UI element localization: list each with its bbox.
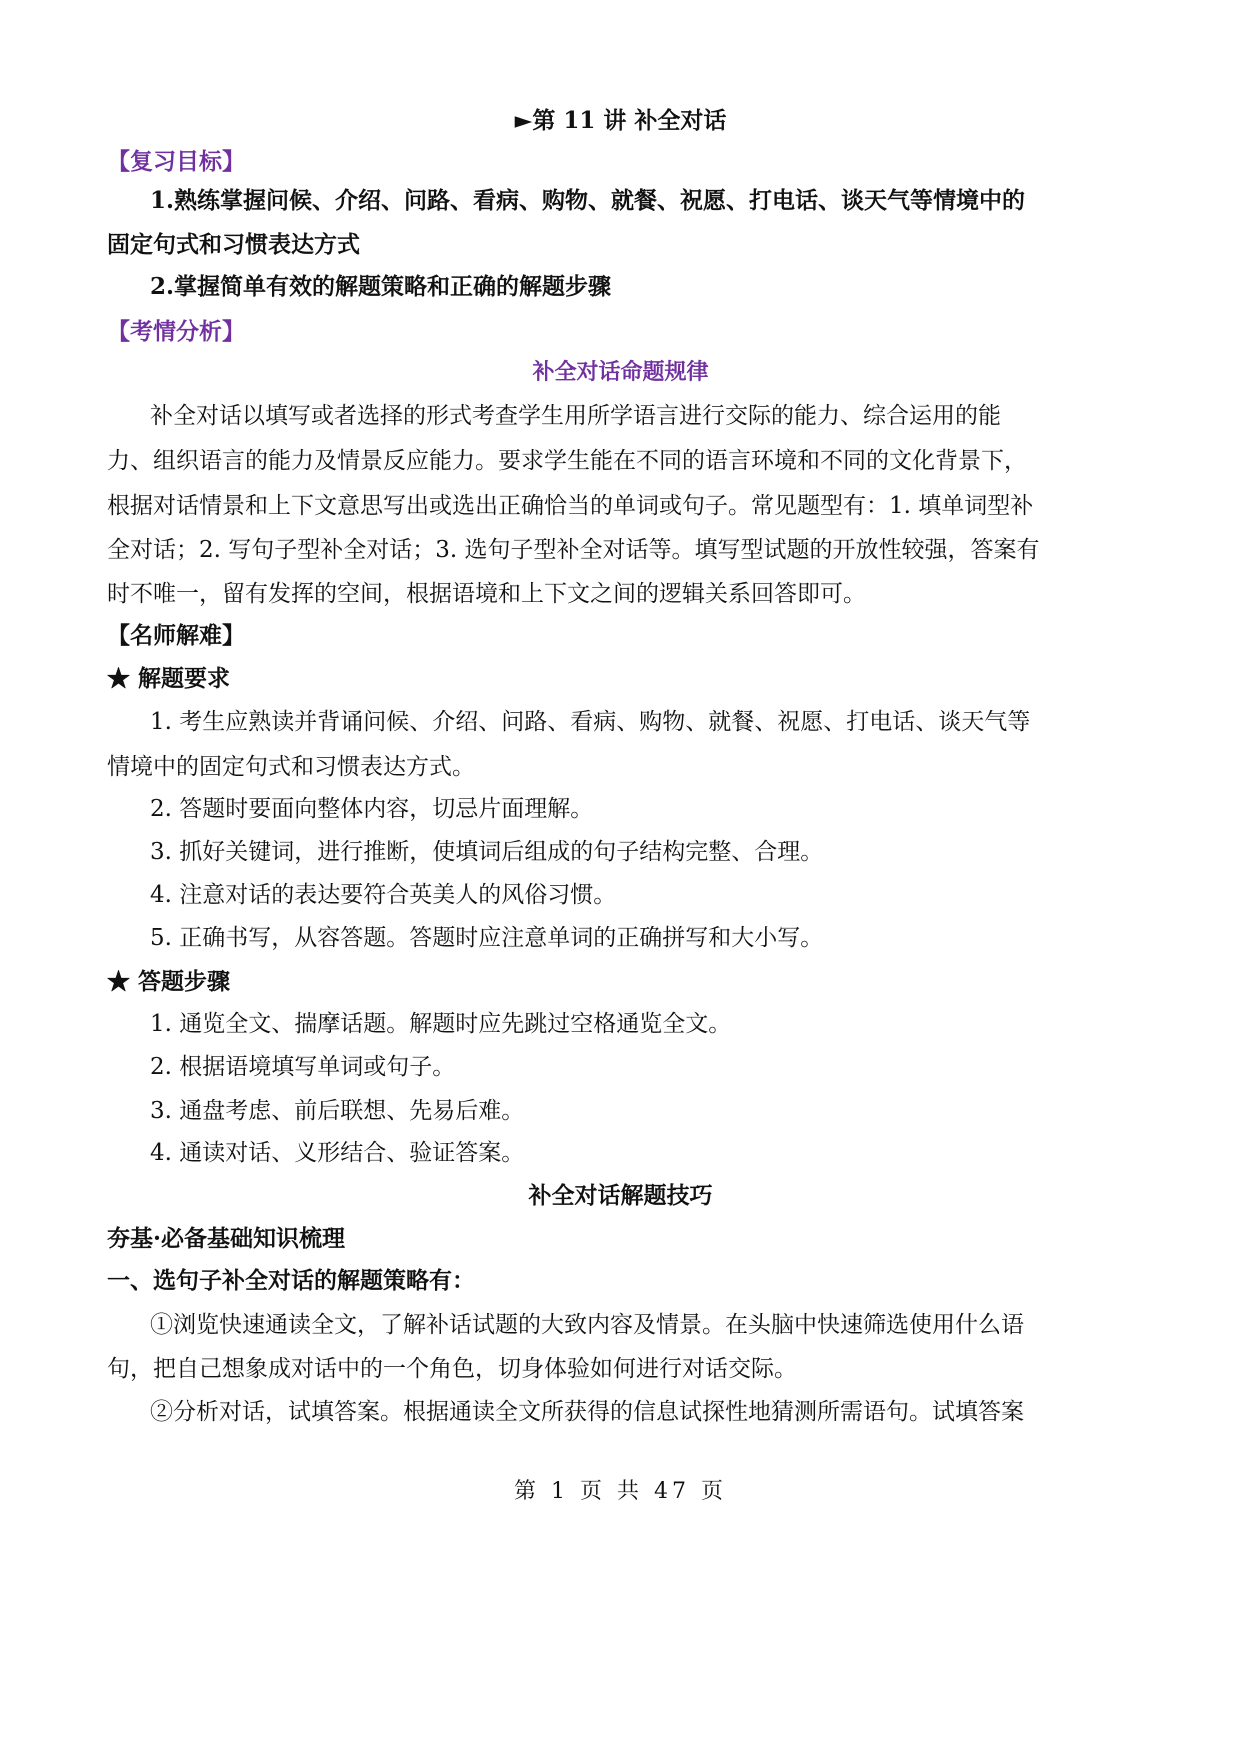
analysis-text: 正确恰当的 (498, 493, 613, 519)
requirement-5: 5. 正确书写，从容答题。答题时应注意单词的正确拼写和大小写。 (150, 925, 824, 951)
page-footer: 第 1 页 共 47 页 (514, 1479, 727, 1504)
step-2: 2. 根据语境填写单词或句子。 (150, 1054, 456, 1080)
goal-2: 2.掌握简单有效的解题策略和正确的解题步骤 (150, 273, 612, 300)
analysis-bold-text: 或选出 (429, 493, 498, 519)
step-4: 4. 通读对话、义形结合、验证答案。 (150, 1140, 525, 1166)
requirement-4: 4. 注意对话的表达要符合英美人的风俗习惯。 (150, 882, 617, 908)
analysis-paragraph-line-4: 全对话；2. 写句子型补全对话；3. 选句子型补全对话等。填写型试题的开放性较强，答案有 (107, 537, 1040, 563)
strategy-2-line-1: ②分析对话，试填答案。根据通读全文所获得的信息试探性地猜测所需语句。试填答案 (150, 1399, 1024, 1425)
analysis-bold-text: 单词或 (613, 493, 682, 519)
requirement-3: 3. 抓好关键词，进行推断，使填词后组成的句子结构完整、合理。 (150, 839, 824, 865)
page-title: ►第 11 讲 补全对话 (514, 107, 727, 134)
step-3: 3. 通盘考虑、前后联想、先易后难。 (150, 1098, 525, 1124)
teacher-heading: 【名师解难】 (107, 622, 245, 649)
strategy-1-line-1: ①浏览快速通读全文，了解补话试题的大致内容及情景。在头脑中快速筛选使用什么语 (150, 1312, 1024, 1338)
analysis-bold-text: 填写或者选择 (265, 403, 403, 429)
analysis-text: 补全对话以 (150, 403, 265, 429)
exam-analysis-heading: 【考情分析】 (107, 318, 245, 345)
analysis-paragraph-line-1 (150, 401, 1001, 431)
exam-analysis-subheading: 补全对话命题规律 (532, 360, 709, 385)
step-1: 1. 通览全文、揣摩话题。解题时应先跳过空格通览全文。 (150, 1011, 732, 1037)
steps-heading: ★ 答题步骤 (107, 968, 231, 995)
requirement-1-line-2: 情境中的固定句式和习惯表达方式。 (107, 754, 475, 780)
requirement-1-line-1: 1. 考生应熟读并背诵问候、介绍、问路、看病、购物、就餐、祝愿、打电话、谈天气等 (150, 709, 1031, 735)
strategy-1-line-2: 句，把自己想象成对话中的一个角色，切身体验如何进行对话交际。 (107, 1356, 797, 1382)
basics-heading: 夯基·必备基础知识梳理 (107, 1225, 346, 1252)
techniques-heading: 补全对话解题技巧 (528, 1182, 713, 1209)
analysis-paragraph-line-5: 时不唯一，留有发挥的空间，根据语境和上下文之间的逻辑关系回答即可。 (107, 581, 866, 607)
requirement-2: 2. 答题时要面向整体内容，切忌片面理解。 (150, 796, 594, 822)
requirements-heading: ★ 解题要求 (107, 665, 231, 692)
goal-1-line-1: 1.熟练掌握问候、介绍、问路、看病、购物、就餐、祝愿、打电话、谈天气等情境中的 (150, 187, 1026, 214)
analysis-paragraph-line-3 (107, 491, 1033, 521)
analysis-paragraph-line-2: 力、组织语言的能力及情景反应能力。要求学生能在不同的语言环境和不同的文化背景下， (107, 448, 1027, 474)
analysis-text: 的形式考查学生用所学语言进行交际的能力、综合运用的能 (403, 403, 1001, 429)
section-1-heading: 一、选句子补全对话的解题策略有： (107, 1267, 475, 1294)
goal-1-line-2: 固定句式和习惯表达方式 (107, 231, 360, 258)
analysis-text: 根据对话情景和上下文意思写出 (107, 493, 429, 519)
review-goals-heading: 【复习目标】 (107, 148, 245, 175)
analysis-text: 句子。常见题型有：1. 填单词型补 (682, 493, 1034, 519)
